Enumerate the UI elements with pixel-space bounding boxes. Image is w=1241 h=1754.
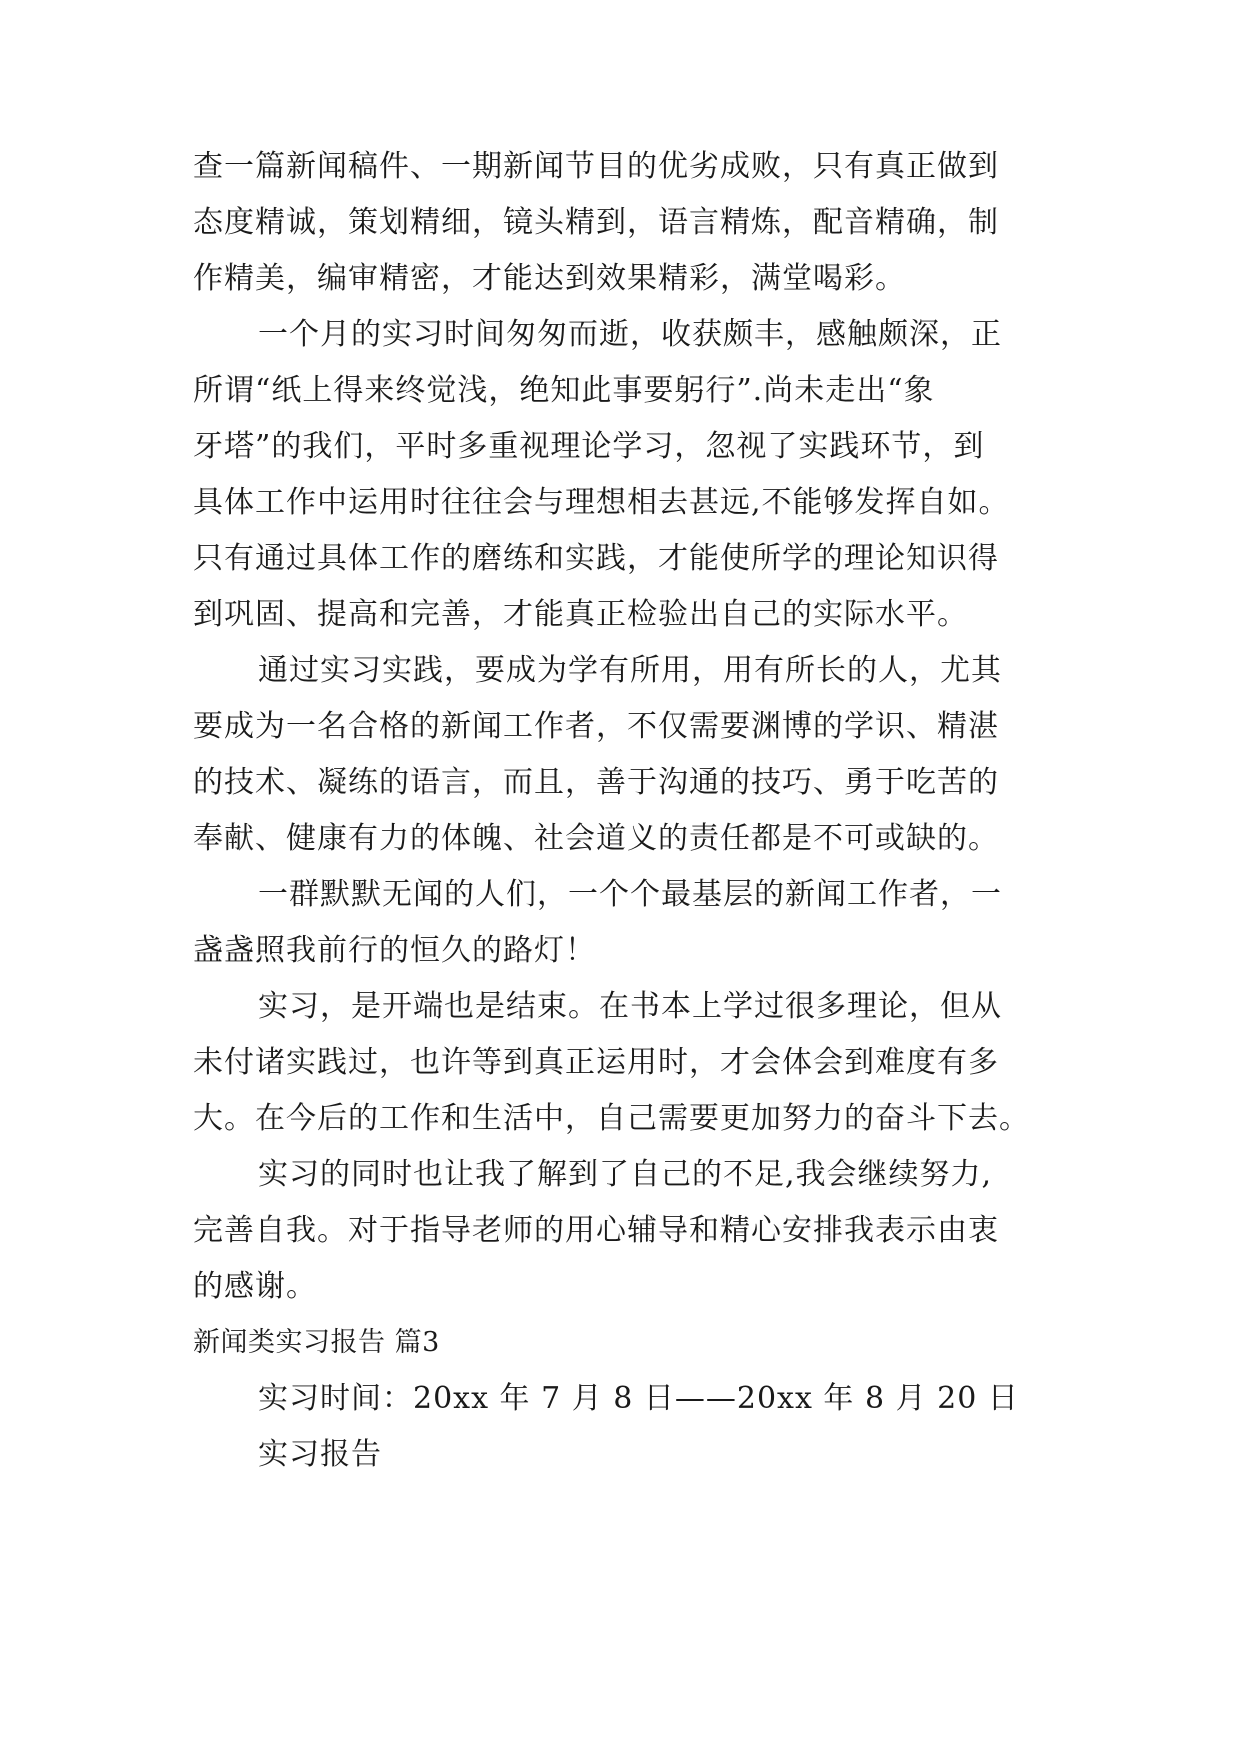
paragraph-line: 实习，是开端也是结束。在书本上学过很多理论，但从 <box>258 989 1002 1024</box>
paragraph-line: 所谓“纸上得来终觉浅，绝知此事要躬行”.尚未走出“象 <box>193 373 935 408</box>
paragraph-line: 的感谢。 <box>193 1269 317 1304</box>
paragraph-line: 一群默默无闻的人们，一个个最基层的新闻工作者，一 <box>258 877 1002 912</box>
paragraph-line: 的技术、凝练的语言，而且，善于沟通的技巧、勇于吃苦的 <box>193 765 999 800</box>
paragraph-line: 作精美，编审精密，才能达到效果精彩，满堂喝彩。 <box>193 261 906 296</box>
paragraph-line: 大。在今后的工作和生活中，自己需要更加努力的奋斗下去。 <box>193 1101 1030 1136</box>
paragraph-line: 只有通过具体工作的磨练和实践，才能使所学的理论知识得 <box>193 541 999 576</box>
paragraph-line: 盏盏照我前行的恒久的路灯！ <box>193 933 596 968</box>
paragraph-line: 一个月的实习时间匆匆而逝，收获颇丰，感触颇深，正 <box>258 317 1002 352</box>
paragraph-line: 到巩固、提高和完善，才能真正检验出自己的实际水平。 <box>193 597 968 632</box>
paragraph-line: 具体工作中运用时往往会与理想相去甚远,不能够发挥自如。 <box>193 485 1010 520</box>
paragraph-line: 要成为一名合格的新闻工作者，不仅需要渊博的学识、精湛 <box>193 709 999 744</box>
section-heading: 新闻类实习报告 篇3 <box>193 1327 440 1358</box>
paragraph-line: 态度精诚，策划精细，镜头精到，语言精炼，配音精确，制 <box>193 205 999 240</box>
paragraph-line: 实习报告 <box>258 1437 382 1472</box>
paragraph-line: 奉献、健康有力的体魄、社会道义的责任都是不可或缺的。 <box>193 821 999 856</box>
paragraph-line: 实习的同时也让我了解到了自己的不足,我会继续努力, <box>258 1157 993 1192</box>
paragraph-line: 牙塔”的我们，平时多重视理论学习，忽视了实践环节，到 <box>193 429 985 464</box>
paragraph-line: 完善自我。对于指导老师的用心辅导和精心安排我表示由衷 <box>193 1213 999 1248</box>
paragraph-line: 未付诸实践过，也许等到真正运用时，才会体会到难度有多 <box>193 1045 999 1080</box>
paragraph-line: 通过实习实践，要成为学有所用，用有所长的人，尤其 <box>258 653 1002 688</box>
paragraph-line: 实习时间：20xx 年 7 月 8 日——20xx 年 8 月 20 日 <box>258 1381 1019 1416</box>
paragraph-line: 查一篇新闻稿件、一期新闻节目的优劣成败，只有真正做到 <box>193 149 999 184</box>
